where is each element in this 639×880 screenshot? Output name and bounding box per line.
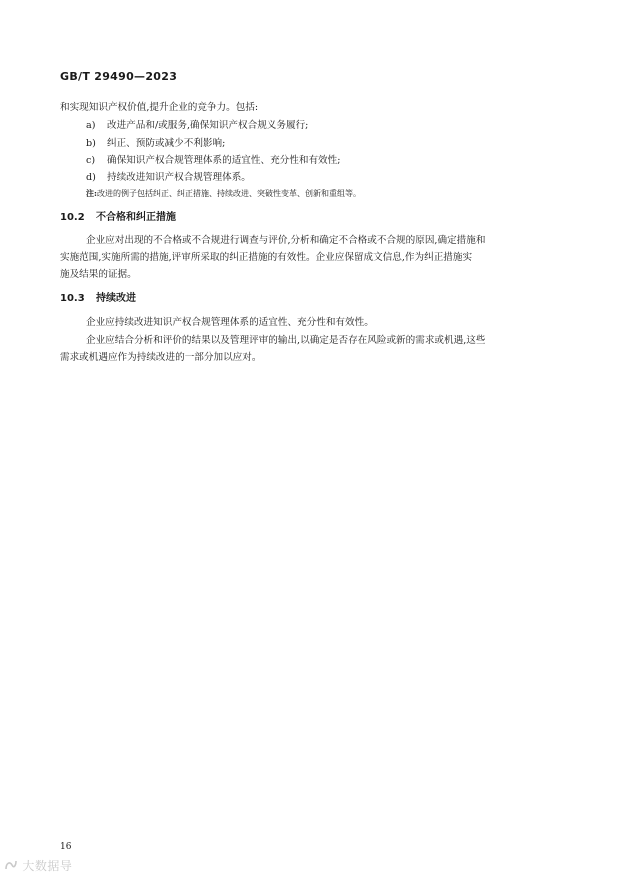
watermark-logo-icon <box>4 859 18 871</box>
list-item-d-text: 持续改进知识产权合规管理体系。 <box>107 172 251 183</box>
section-10-2-line-1: 企业应对出现的不合格或不合规进行调查与评价,分析和确定不合格或不合规的原因,确定措施和 <box>86 235 486 246</box>
list-item-b-marker: b) <box>86 138 96 149</box>
watermark-text: 大数据导 <box>22 859 73 873</box>
note-label: 注: <box>86 188 97 198</box>
list-item-c-marker: c) <box>86 155 96 166</box>
list-item-c-text: 确保知识产权合规管理体系的适宜性、充分性和有效性; <box>107 155 341 166</box>
section-10-3-para-1: 企业应持续改进知识产权合规管理体系的适宜性、充分性和有效性。 <box>86 317 374 328</box>
page-number: 16 <box>60 842 72 852</box>
section-10-3-number: 10.3 <box>60 293 85 304</box>
list-item-a-marker: a) <box>86 120 96 131</box>
section-10-3-para-2-line-1: 企业应结合分析和评价的结果以及管理评审的输出,以确定是否存在风险或新的需求或机遇,这些 <box>86 335 486 346</box>
section-10-3-heading <box>60 292 136 306</box>
section-10-3-title: 持续改进 <box>96 293 136 304</box>
note-text: 改进的例子包括纠正、纠正措施、持续改进、突破性变革、创新和重组等。 <box>96 189 361 198</box>
standard-code-header: GB/T 29490—2023 <box>60 70 178 83</box>
section-10-3-para-2-line-2: 需求或机遇应作为持续改进的一部分加以应对。 <box>60 352 262 363</box>
list-item-b-text: 纠正、预防或减少不利影响; <box>107 138 226 149</box>
list-item-a-text: 改进产品和/或服务,确保知识产权合规义务履行; <box>107 120 309 131</box>
section-10-2-line-2: 实施范围,实施所需的措施,评审所采取的纠正措施的有效性。企业应保留成文信息,作为纠正措施实 <box>60 252 473 263</box>
list-item-d-marker: d) <box>86 172 96 183</box>
intro-line: 和实现知识产权价值,提升企业的竞争力。包括: <box>60 102 259 113</box>
watermark <box>4 857 72 874</box>
section-10-2-line-3: 施及结果的证据。 <box>60 269 137 280</box>
note <box>86 187 361 200</box>
section-10-2-title: 不合格和纠正措施 <box>96 212 176 223</box>
section-10-2-heading <box>60 211 176 225</box>
section-10-2-number: 10.2 <box>60 212 85 223</box>
